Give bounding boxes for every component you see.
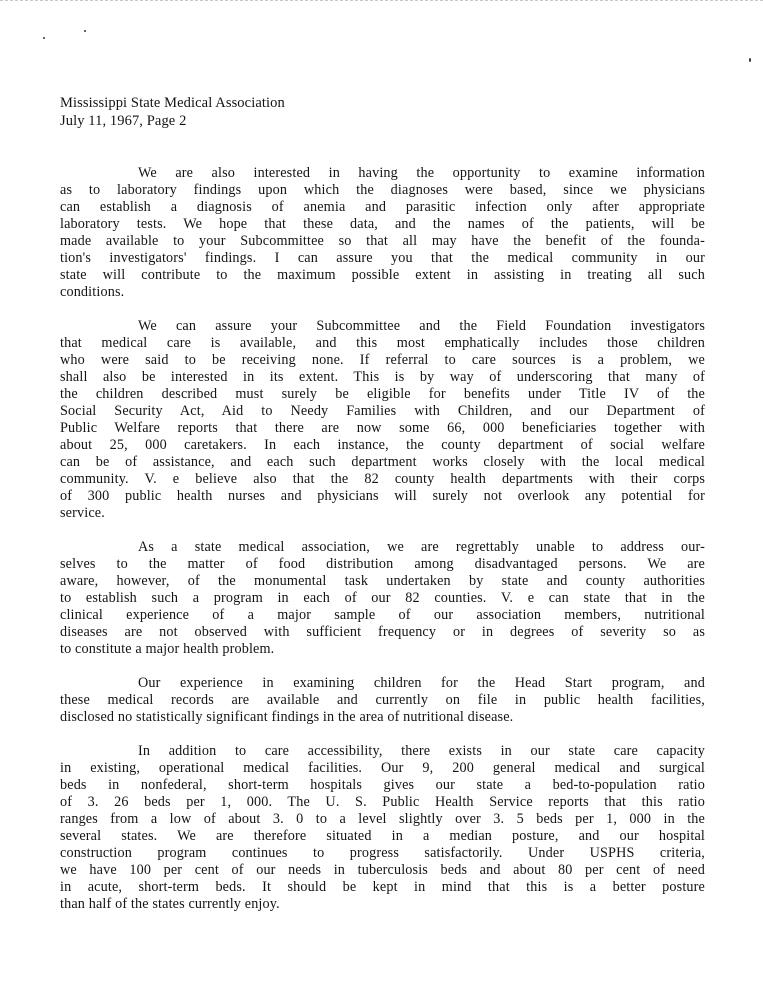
text-line: these medical records are available and currently on file in public health facilities,	[60, 692, 705, 708]
text-line: shall also be interested in its extent. This is by way of underscoring that many of	[60, 369, 705, 385]
text-line: diseases are not observed with sufficient frequency or in degrees of severity so as	[60, 624, 705, 640]
letter-header	[60, 94, 285, 130]
text-line: that medical care is available, and this most emphatically includes those children	[60, 335, 705, 351]
text-line: conditions.	[60, 284, 125, 300]
paragraph	[60, 165, 705, 301]
text-line: selves to the matter of food distribution among disadvantaged persons. We are	[60, 556, 705, 572]
text-line: made available to your Subcommittee so that all may have the benefit of the founda-	[60, 233, 705, 249]
text-line: Social Security Act, Aid to Needy Families with Children, and our Department of	[60, 403, 705, 419]
text-line: the children described must surely be eligible for benefits under Title IV of the	[60, 386, 705, 402]
text-line: of 300 public health nurses and physicians will surely not overlook any potential for	[60, 488, 705, 504]
text-line: can be of assistance, and each such department works closely with the local medical	[60, 454, 705, 470]
paragraph	[60, 539, 705, 658]
text-line: Our experience in examining children for the Head Start program, and	[138, 675, 705, 691]
text-line: aware, however, of the monumental task undertaken by state and county authorities	[60, 573, 705, 589]
text-line: community. V. e believe also that the 82 county health departments with their corps	[60, 471, 705, 487]
text-line: ranges from a low of about 3. 0 to a level slightly over 3. 5 beds per 1, 000 in the	[60, 811, 705, 827]
page-top-edge	[0, 0, 763, 3]
text-line: to establish such a program in each of our 82 counties. V. e can state that in the	[60, 590, 705, 606]
text-line: disclosed no statistically significant findings in the area of nutritional disease.	[60, 709, 514, 725]
text-line: of 3. 26 beds per 1, 000. The U. S. Public Health Service reports that this ratio	[60, 794, 705, 810]
scan-speck	[43, 37, 45, 39]
text-line: In addition to care accessibility, there exists in our state care capacity	[138, 743, 705, 759]
header-organization: Mississippi State Medical Association	[60, 95, 285, 111]
paragraph	[60, 675, 705, 726]
text-line: As a state medical association, we are regrettably unable to address our-	[138, 539, 705, 555]
text-line: We are also interested in having the opportunity to examine information	[138, 165, 705, 181]
text-line: service.	[60, 505, 105, 521]
text-line: state will contribute to the maximum possible extent in assisting in treating all such	[60, 267, 705, 283]
text-line: than half of the states currently enjoy.	[60, 896, 280, 912]
text-line: clinical experience of a major sample of our association members, nutritional	[60, 607, 705, 623]
text-line: in existing, operational medical facilities. Our 9, 200 general medical and surgical	[60, 760, 705, 776]
header-date-page: July 11, 1967, Page 2	[60, 113, 187, 129]
text-line: in acute, short-term beds. It should be kept in mind that this is a better posture	[60, 879, 705, 895]
text-line: tion's investigators' findings. I can assure you that the medical community in our	[60, 250, 705, 266]
scan-speck	[749, 58, 751, 62]
paragraph	[60, 318, 705, 522]
text-line: Public Welfare reports that there are now some 66, 000 beneficiaries together with	[60, 420, 705, 436]
text-line: laboratory tests. We hope that these data, and the names of the patients, will be	[60, 216, 705, 232]
text-line: who were said to be receiving none. If referral to care sources is a problem, we	[60, 352, 705, 368]
text-line: several states. We are therefore situated in a median posture, and our hospital	[60, 828, 705, 844]
text-line: we have 100 per cent of our needs in tuberculosis beds and about 80 per cent of need	[60, 862, 705, 878]
scan-speck	[84, 30, 86, 32]
text-line: beds in nonfederal, short-term hospitals gives our state a bed-to-population ratio	[60, 777, 705, 793]
text-line: construction program continues to progress satisfactorily. Under USPHS criteria,	[60, 845, 705, 861]
paragraph	[60, 743, 705, 913]
text-line: to constitute a major health problem.	[60, 641, 275, 657]
text-line: can establish a diagnosis of anemia and parasitic infection only after appropriate	[60, 199, 705, 215]
text-line: as to laboratory findings upon which the diagnoses were based, since we physicians	[60, 182, 705, 198]
letter-body	[60, 165, 705, 930]
text-line: We can assure your Subcommittee and the Field Foundation investigators	[138, 318, 705, 334]
text-line: about 25, 000 caretakers. In each instance, the county department of social welfare	[60, 437, 705, 453]
